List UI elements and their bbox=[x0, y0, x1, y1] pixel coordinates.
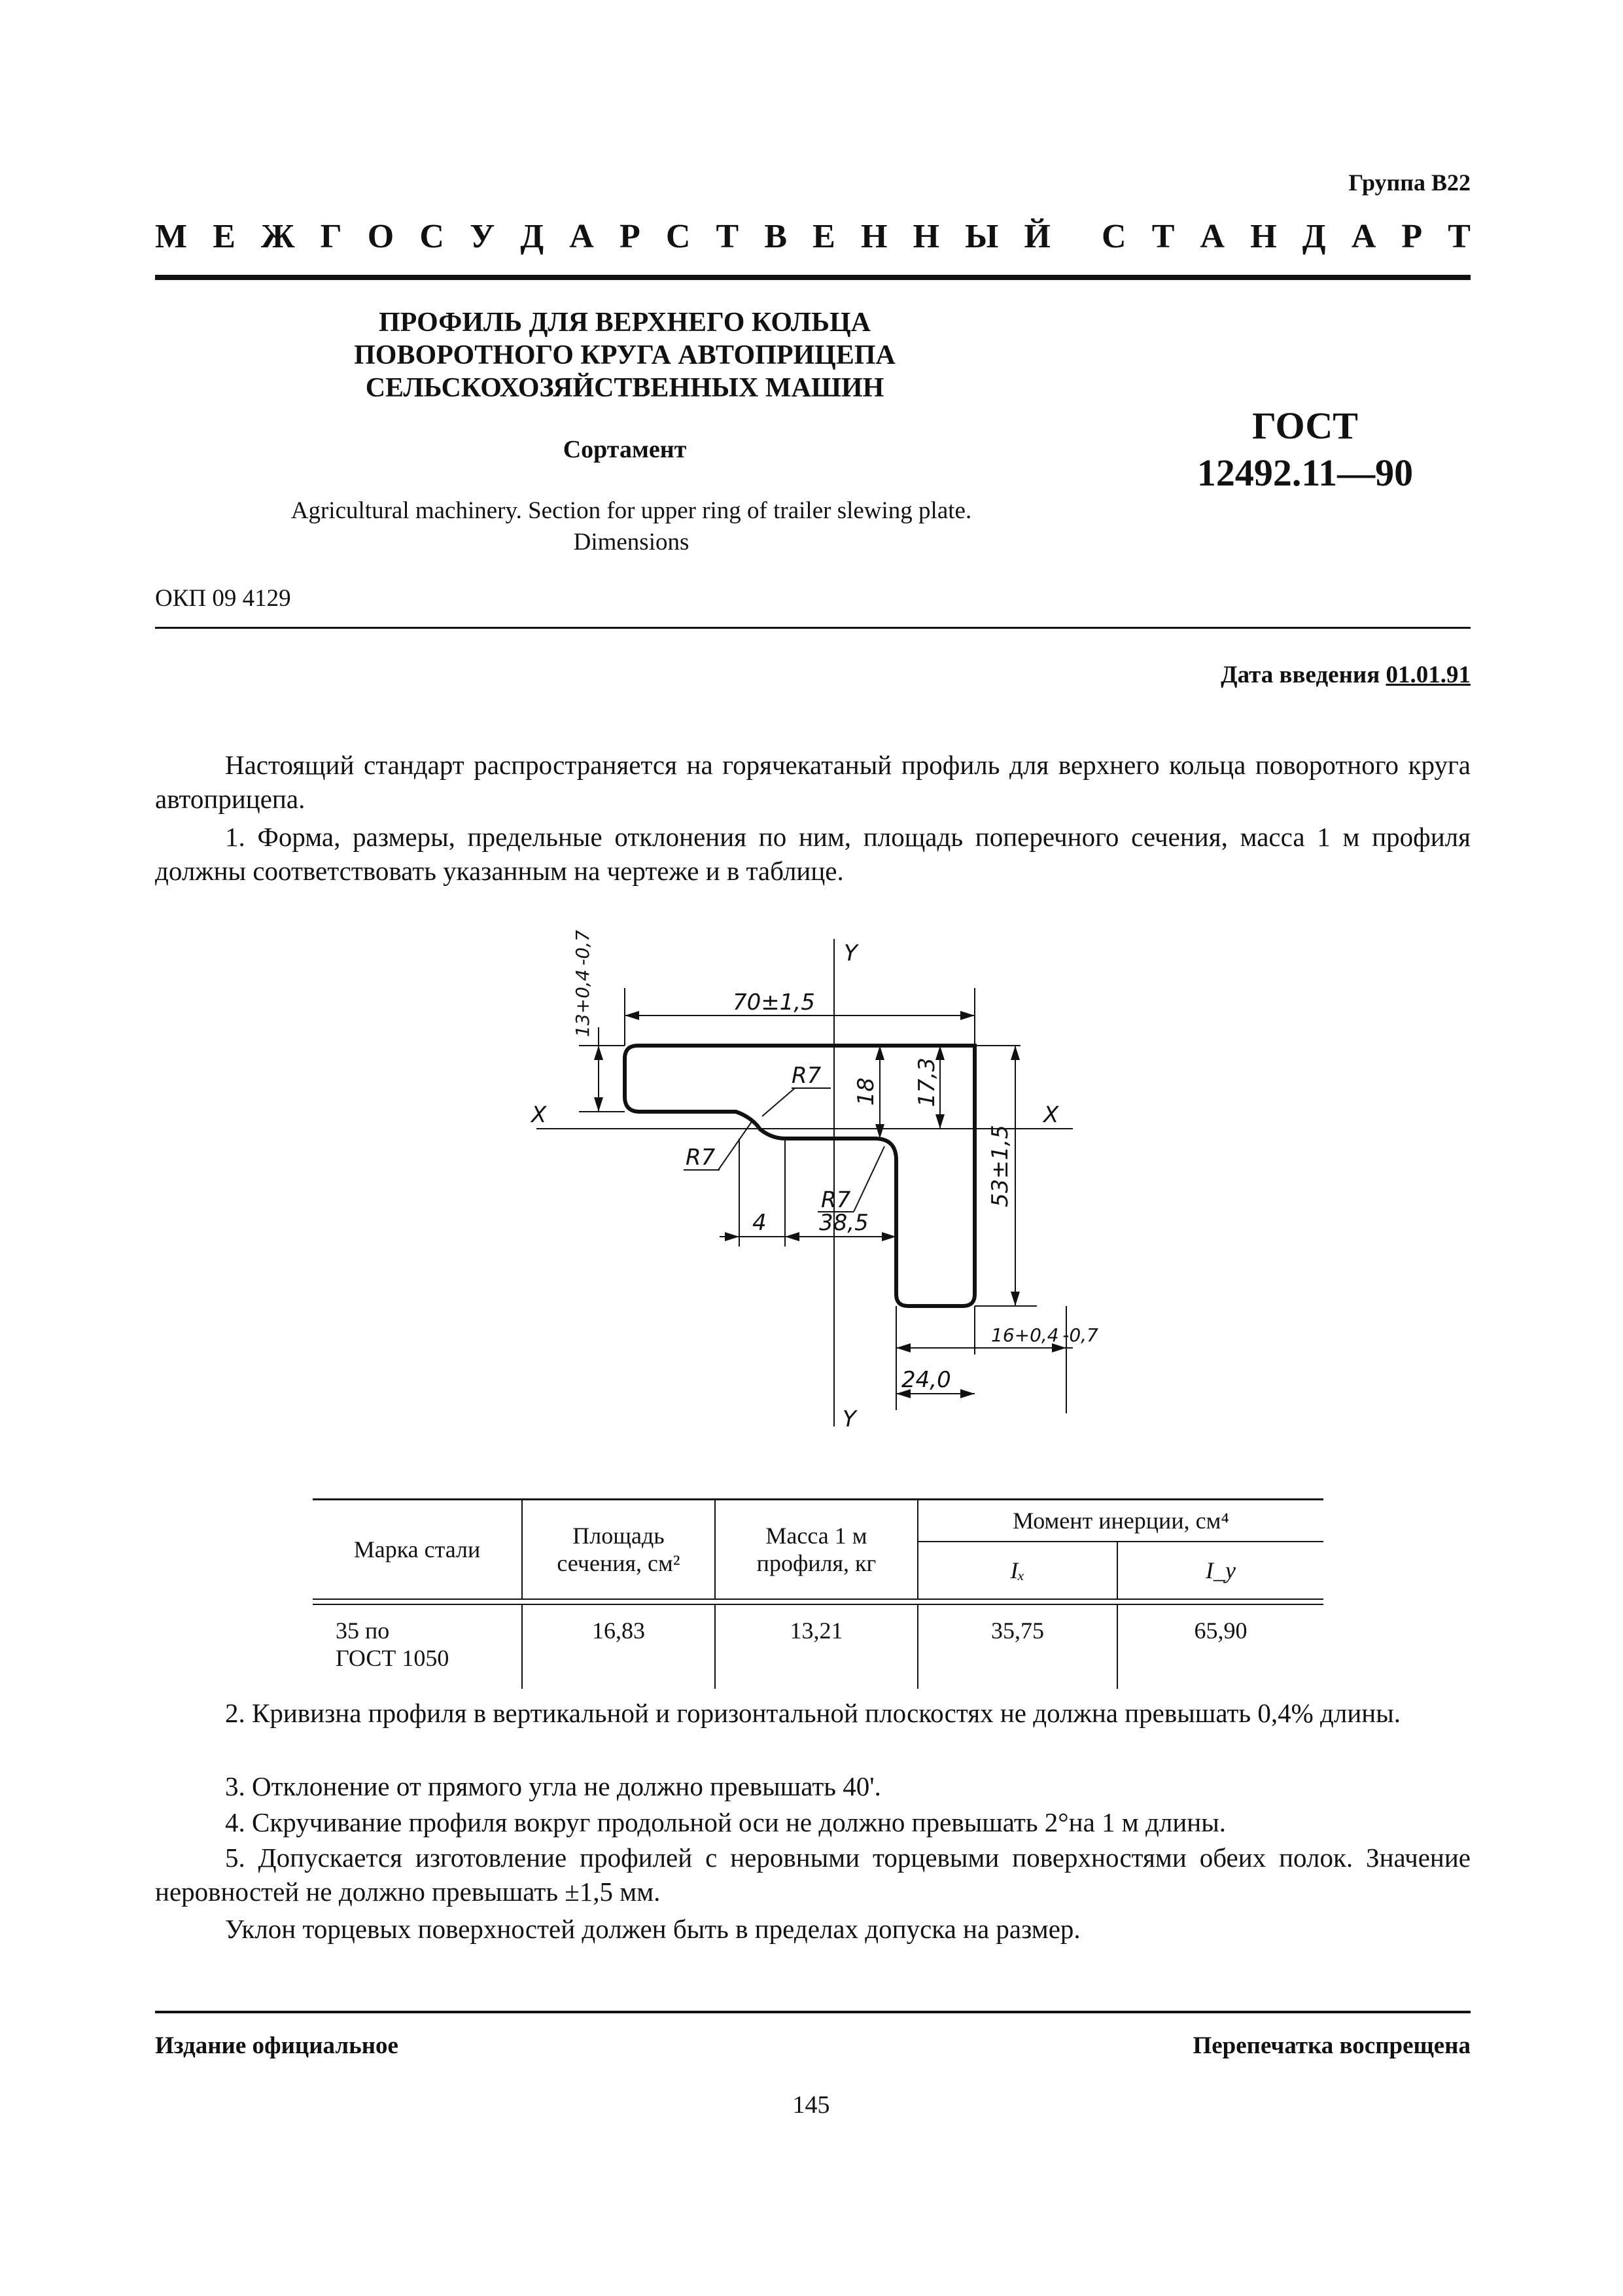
banner-letter: У bbox=[470, 218, 495, 255]
axis-x-right-label: X bbox=[1043, 1102, 1059, 1128]
banner-letter: С bbox=[665, 218, 691, 255]
intro-date-value: 01.01.91 bbox=[1386, 662, 1471, 688]
dim-width-label: 70±1,5 bbox=[733, 989, 815, 1016]
banner-letter: О bbox=[367, 218, 394, 255]
paragraph-5: 5. Допускается изготовление профилей с неровными торцевыми поверхностями обеих полок. Значение неровностей не должно превышать ±1,5 мм. bbox=[155, 1843, 1471, 1907]
english-line-2: Dimensions bbox=[573, 529, 689, 556]
dim-height-label: 53±1,5 bbox=[987, 1125, 1013, 1207]
cell-steel bbox=[313, 1604, 522, 1689]
dim-flange-label: 13+0,4 -0,7 bbox=[572, 930, 593, 1037]
dim-16-label: 16+0,4 -0,7 bbox=[991, 1324, 1098, 1346]
banner-letter: Т bbox=[1448, 218, 1471, 255]
header-iy: I_y bbox=[1117, 1542, 1323, 1599]
axis-y-top-label: Y bbox=[844, 940, 858, 966]
dim-r7-mid-label: R7 bbox=[821, 1187, 851, 1213]
header-moment: Момент инерции, см⁴ bbox=[918, 1500, 1323, 1542]
banner-letter: Т bbox=[1151, 218, 1175, 255]
axis-y-bottom-label: Y bbox=[843, 1406, 856, 1432]
dim-r7-top-label: R7 bbox=[792, 1063, 822, 1089]
banner-letter: В bbox=[764, 218, 788, 255]
title-line-2: ПОВОРОТНОГО КРУГА АВТОПРИЦЕПА bbox=[354, 340, 896, 370]
header-area bbox=[522, 1500, 715, 1600]
header-area-line-2: сечения, см² bbox=[557, 1550, 680, 1576]
cell-area: 16,83 bbox=[522, 1604, 715, 1689]
paragraph-4: 4. Скручивание профиля вокруг продольной оси не должно превышать 2°на 1 м длины. bbox=[225, 1807, 1226, 1837]
footer-edition: Издание официальное bbox=[155, 2032, 398, 2059]
banner-letter: Е bbox=[812, 218, 835, 255]
gost-line-2: 12492.11—90 bbox=[1196, 451, 1414, 494]
header-mass-line-1: Масса 1 м bbox=[765, 1523, 867, 1549]
banner-letter: Р bbox=[619, 218, 640, 255]
cell-ix: 35,75 bbox=[918, 1604, 1117, 1689]
header-steel: Марка стали bbox=[313, 1500, 522, 1600]
banner-letter: А bbox=[1200, 218, 1225, 255]
intro-date-label: Дата введения bbox=[1221, 662, 1380, 688]
banner-letter: Е bbox=[213, 218, 236, 255]
header-area-line-1: Площадь bbox=[572, 1523, 665, 1549]
document-subtitle: Сортамент bbox=[563, 436, 687, 463]
header-mass bbox=[715, 1500, 918, 1600]
banner-letter: А bbox=[569, 218, 594, 255]
title-line-1: ПРОФИЛЬ ДЛЯ ВЕРХНЕГО КОЛЬЦА bbox=[379, 308, 871, 338]
title-line-3: СЕЛЬСКОХОЗЯЙСТВЕННЫХ МАШИН bbox=[365, 373, 884, 403]
banner-letter: Д bbox=[1302, 218, 1326, 255]
banner-letter: Ж bbox=[261, 218, 295, 255]
dim-4-label: 4 bbox=[752, 1210, 767, 1236]
banner-letter: Т bbox=[716, 218, 739, 255]
banner-letter: Й bbox=[1024, 218, 1051, 255]
cell-iy: 65,90 bbox=[1117, 1604, 1323, 1689]
banner-letter: Р bbox=[1401, 218, 1423, 255]
banner-letter: Н bbox=[913, 218, 939, 255]
banner-letter: Ы bbox=[965, 218, 999, 255]
dim-24-label: 24,0 bbox=[901, 1367, 951, 1393]
header-ix: Iₓ bbox=[918, 1542, 1117, 1599]
paragraph-1: 1. Форма, размеры, предельные отклонения по ним, площадь поперечного сечения, масса 1 м профиля должны соответствовать указанным на чертеже и в таблице. bbox=[155, 822, 1471, 886]
properties-table bbox=[313, 1498, 1323, 1689]
banner-letter: Н bbox=[1250, 218, 1277, 255]
banner-letter: Д bbox=[520, 218, 544, 255]
header-mass-line-2: профиля, кг bbox=[756, 1550, 877, 1576]
banner-letter: С bbox=[1102, 218, 1126, 255]
banner-letter: М bbox=[155, 218, 188, 255]
banner-letter: Г bbox=[320, 218, 342, 255]
banner-letter: Н bbox=[860, 218, 888, 255]
dim-17-label: 17,3 bbox=[914, 1057, 940, 1107]
gost-line-1: ГОСТ bbox=[1252, 404, 1358, 447]
dim-18-label: 18 bbox=[853, 1077, 879, 1106]
okp-code: ОКП 09 4129 bbox=[155, 585, 291, 612]
footer-reprint: Перепечатка воспрещена bbox=[1193, 2032, 1471, 2059]
paragraph-scope: Настоящий стандарт распространяется на горячекатаный профиль для верхнего кольца поворотного круга автоприцепа. bbox=[155, 750, 1471, 814]
footer-rule bbox=[155, 2011, 1471, 2013]
cell-steel-line-2: ГОСТ 1050 bbox=[336, 1645, 449, 1671]
banner-letter: А bbox=[1351, 218, 1376, 255]
cell-mass: 13,21 bbox=[715, 1604, 918, 1689]
english-line-1: Agricultural machinery. Section for upper ring of trailer slewing plate. bbox=[290, 497, 972, 524]
page-number: 145 bbox=[792, 2091, 830, 2119]
table-row bbox=[313, 1604, 1323, 1689]
dim-r7-left-label: R7 bbox=[686, 1144, 716, 1171]
group-label: Группа В22 bbox=[1348, 169, 1471, 196]
paragraph-3: 3. Отклонение от прямого угла не должно превышать 40'. bbox=[225, 1771, 881, 1801]
paragraph-2: 2. Кривизна профиля в вертикальной и горизонтальной плоскостях не должна превышать 0,4% длины. bbox=[225, 1698, 1401, 1728]
banner-letter: С bbox=[419, 218, 444, 255]
paragraph-6: Уклон торцевых поверхностей должен быть в пределах допуска на размер. bbox=[225, 1914, 1081, 1944]
dim-38-label: 38,5 bbox=[819, 1210, 869, 1236]
cell-steel-line-1: 35 по bbox=[336, 1617, 390, 1644]
header-double-rule bbox=[313, 1599, 1323, 1604]
axis-x-left-label: X bbox=[531, 1102, 547, 1128]
